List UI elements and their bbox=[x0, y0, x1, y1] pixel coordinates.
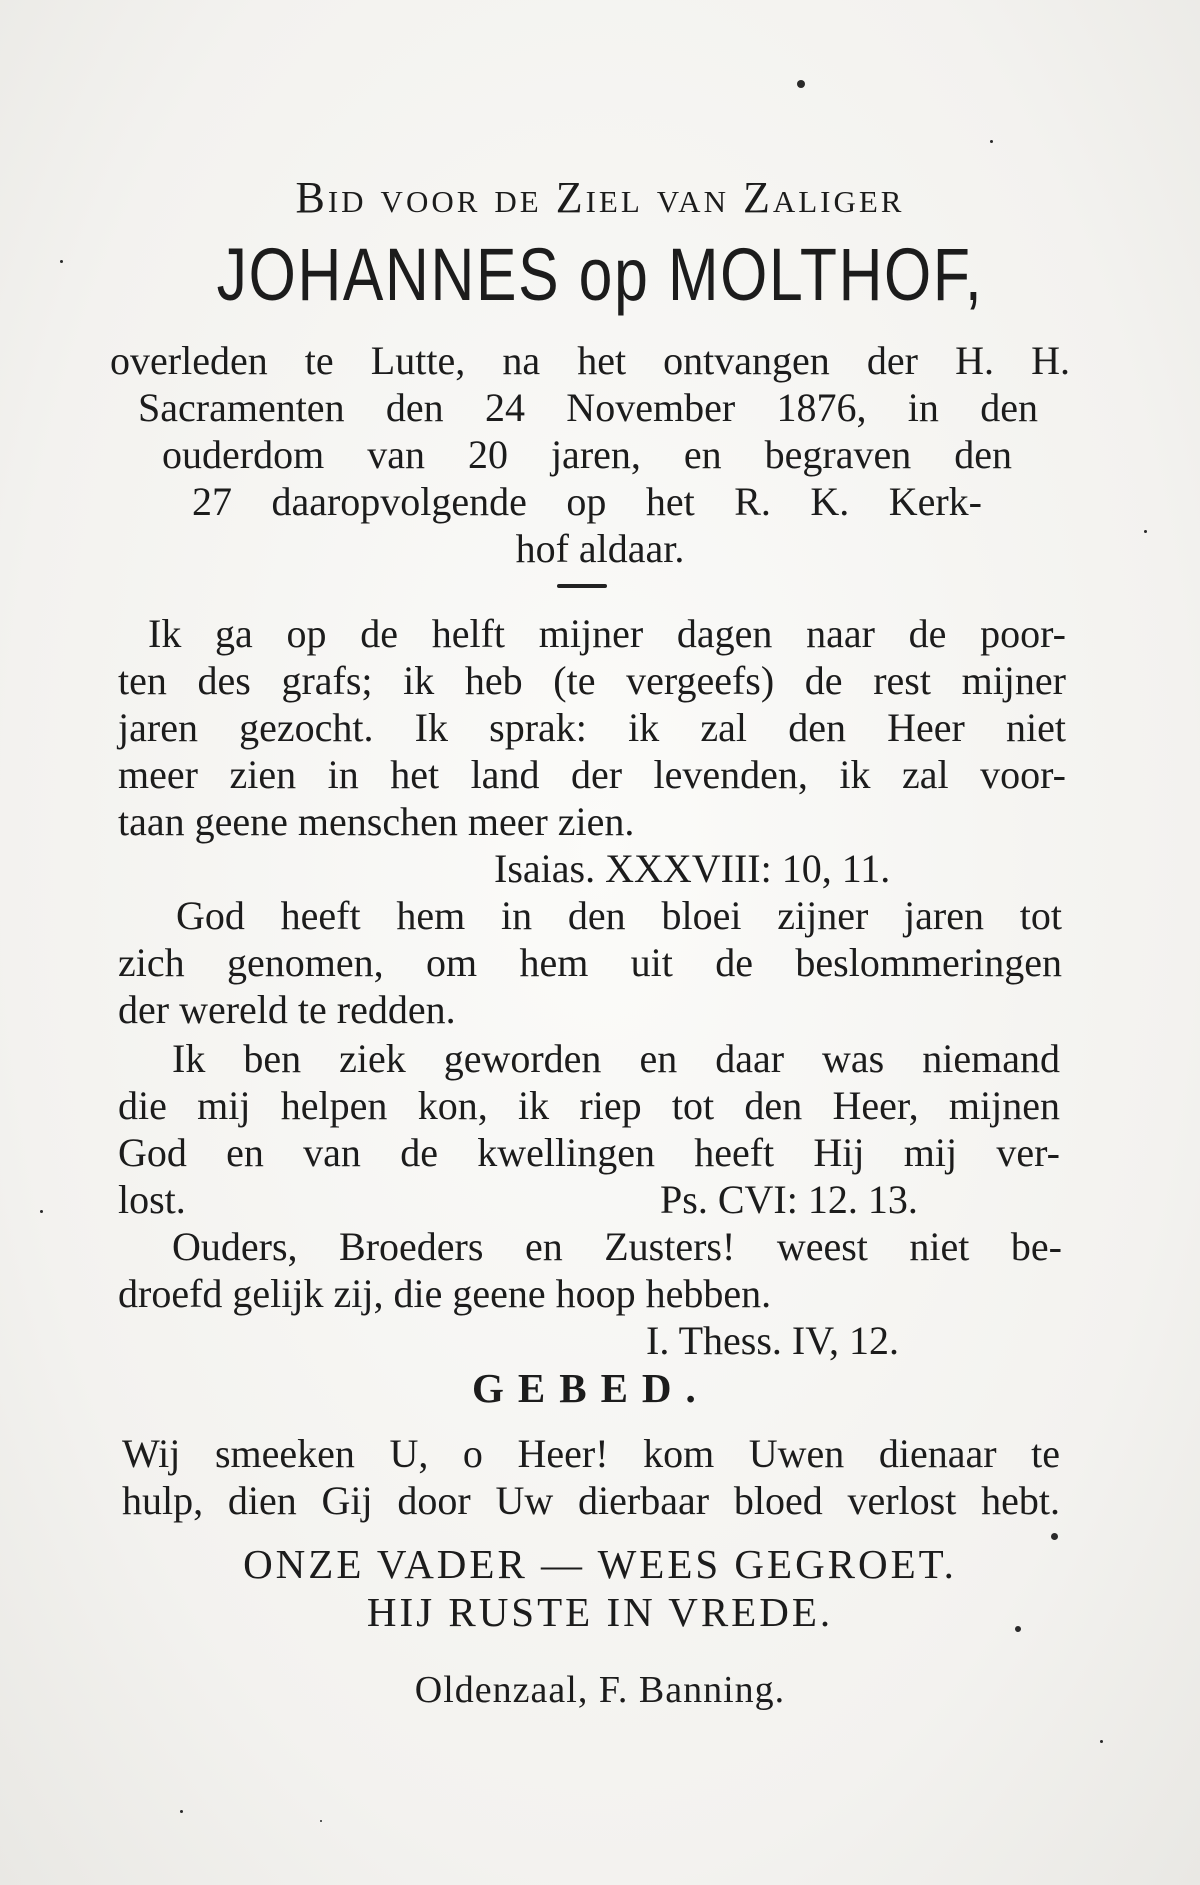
closing-line: ONZE VADER — WEES GEGROET. bbox=[243, 1541, 957, 1587]
print-speck bbox=[797, 80, 805, 88]
verse-line: Ik ga op de helft mijner dagen naar de poor- bbox=[148, 611, 1066, 656]
card-header: Bid voor de Ziel van Zaliger bbox=[295, 173, 905, 222]
verse-line: God heeft hem in den bloei zijner jaren tot bbox=[176, 893, 1062, 938]
verse-reference: I. Thess. IV, 12. bbox=[646, 1318, 899, 1363]
print-speck bbox=[40, 1210, 43, 1213]
print-speck bbox=[1015, 1626, 1021, 1632]
printer-imprint: Oldenzaal, F. Banning. bbox=[414, 1669, 786, 1711]
closing-line: HIJ RUSTE IN VREDE. bbox=[366, 1589, 834, 1635]
verse-line: meer zien in het land der levenden, ik zal voor- bbox=[118, 752, 1066, 797]
intro-line: ouderdom van 20 jaren, en begraven den bbox=[162, 432, 1012, 477]
print-speck bbox=[1051, 1533, 1058, 1540]
intro-line: overleden te Lutte, na het ontvangen der H. H. bbox=[110, 338, 1070, 383]
verse-line: die mij helpen kon, ik riep tot den Heer, mijnen bbox=[118, 1083, 1060, 1128]
deceased-name: JOHANNES op MOLTHOF, bbox=[216, 233, 984, 316]
prayer-line: hulp, dien Gij door Uw dierbaar bloed verlost hebt. bbox=[122, 1478, 1060, 1523]
verse-line: lost. bbox=[118, 1177, 186, 1222]
verse-line: ten des grafs; ik heb (te vergeefs) de rest mijner bbox=[118, 658, 1066, 703]
verse-reference: Ps. CVI: 12. 13. bbox=[660, 1177, 918, 1222]
prayer-line: Wij smeeken U, o Heer! kom Uwen dienaar te bbox=[122, 1431, 1060, 1476]
divider-ornament bbox=[557, 584, 607, 588]
intro-line: hof aldaar. bbox=[515, 526, 685, 571]
print-speck bbox=[990, 140, 993, 143]
verse-line: Ouders, Broeders en Zusters! weest niet be- bbox=[172, 1224, 1062, 1269]
verse-line: droefd gelijk zij, die geene hoop hebben. bbox=[118, 1271, 772, 1316]
verse-line: zich genomen, om hem uit de beslommeringen bbox=[118, 940, 1062, 985]
gebed-title: GEBED. bbox=[472, 1365, 710, 1411]
verse-line: God en van de kwellingen heeft Hij mij ver- bbox=[118, 1130, 1060, 1175]
print-speck bbox=[1144, 530, 1147, 533]
print-speck bbox=[1100, 1740, 1103, 1743]
intro-line: Sacramenten den 24 November 1876, in den bbox=[138, 385, 1038, 430]
print-speck bbox=[320, 1820, 322, 1822]
verse-line: der wereld te redden. bbox=[118, 987, 456, 1032]
verse-line: Ik ben ziek geworden en daar was niemand bbox=[172, 1036, 1060, 1081]
print-speck bbox=[180, 1810, 183, 1813]
print-speck bbox=[60, 260, 63, 263]
verse-reference: Isaias. XXXVIII: 10, 11. bbox=[494, 846, 891, 891]
verse-line: jaren gezocht. Ik sprak: ik zal den Heer niet bbox=[118, 705, 1066, 750]
verse-line: taan geene menschen meer zien. bbox=[118, 799, 635, 844]
intro-line: 27 daaropvolgende op het R. K. Kerk- bbox=[192, 479, 982, 524]
